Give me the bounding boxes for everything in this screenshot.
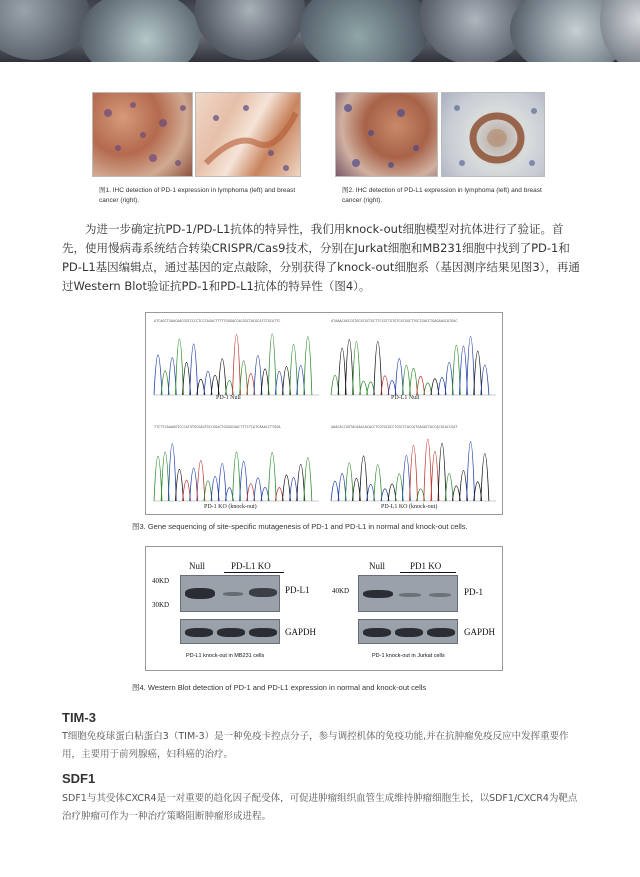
chromatogram-peak bbox=[282, 475, 290, 501]
chromatogram-peak bbox=[197, 461, 205, 501]
chromatogram-peak bbox=[211, 375, 219, 395]
cell-image bbox=[195, 0, 305, 60]
ihc-image-pd1-breast bbox=[195, 92, 301, 177]
chromatogram-peak bbox=[388, 380, 396, 395]
header-banner bbox=[0, 0, 640, 62]
base-call-track: TTCTTCAAAGGTCCCATGTGCGAGTGCCGGACTGGGGCAACTTTCTCATCAAACCTTGGA bbox=[154, 425, 281, 429]
chromatogram-peak bbox=[218, 464, 226, 501]
chromatogram-peak bbox=[297, 365, 305, 395]
chromatogram-peak bbox=[261, 487, 269, 501]
chromatogram-peak bbox=[204, 481, 212, 501]
chromatogram-peak bbox=[452, 486, 460, 501]
cell-image bbox=[0, 0, 90, 60]
chromatogram-peak bbox=[190, 468, 198, 501]
wb-left-subcaption: PD-L1 knock-out in MB231 cells bbox=[186, 653, 265, 659]
chromatogram-peak bbox=[218, 359, 226, 395]
chromatogram-peak bbox=[204, 371, 212, 395]
chromatogram-peak bbox=[183, 480, 191, 501]
panel-label-pd1-null: PD-1 Null bbox=[216, 395, 241, 401]
chromatogram-peak bbox=[331, 375, 339, 395]
chromatogram-peak bbox=[290, 477, 298, 501]
band bbox=[363, 628, 391, 637]
chromatogram-peak bbox=[254, 478, 262, 501]
chromatogram-peak bbox=[410, 445, 418, 501]
chromatogram-peak bbox=[424, 383, 432, 395]
chromatogram-peak bbox=[154, 456, 162, 501]
ihc-image-pdl1-lymphoma bbox=[335, 92, 438, 177]
band bbox=[185, 628, 213, 637]
chromatogram-peak bbox=[417, 376, 425, 395]
chromatogram-peak bbox=[445, 362, 453, 395]
chromatogram-peak bbox=[474, 482, 482, 501]
chromatogram-peak bbox=[395, 474, 403, 501]
wb-right-target-label: PD-1 bbox=[464, 587, 484, 597]
chromatogram-peak bbox=[275, 371, 283, 395]
chromatogram-peak bbox=[474, 351, 482, 395]
figure-2-caption: 图2. IHC detection of PD-L1 expression in lymphoma (left) and breast cancer (right). bbox=[342, 187, 542, 204]
chromatogram-peak bbox=[282, 366, 290, 395]
chromatogram-peak bbox=[197, 379, 205, 395]
chromatogram-peak bbox=[388, 484, 396, 501]
sequencing-figure bbox=[145, 312, 503, 515]
chromatogram-peak bbox=[467, 336, 475, 395]
chromatogram-peak bbox=[431, 379, 439, 395]
wb-right-ko-label: PD1 KO bbox=[410, 561, 442, 571]
chromatogram-peak bbox=[352, 478, 360, 501]
wb-right-null-label: Null bbox=[369, 561, 386, 571]
wb-left-marker-30: 30KD bbox=[152, 601, 170, 609]
chromatogram-peak bbox=[240, 361, 248, 395]
chromatogram-peak bbox=[290, 344, 298, 395]
band bbox=[363, 590, 393, 598]
chromatogram-peak bbox=[459, 470, 467, 501]
chromatogram-peak bbox=[452, 345, 460, 395]
cell-image bbox=[300, 0, 430, 62]
chromatogram-peak bbox=[459, 346, 467, 395]
band bbox=[249, 628, 277, 637]
band bbox=[217, 628, 245, 637]
band bbox=[223, 592, 243, 596]
wb-right-target-blot bbox=[358, 575, 458, 612]
chromatogram-peak bbox=[168, 358, 176, 395]
figure-3-caption: 图3. Gene sequencing of site-specific mutagenesis of PD-1 and PD-L1 in normal and knock-out cells. bbox=[132, 522, 468, 531]
ihc-image-pdl1-breast bbox=[441, 92, 545, 177]
wb-right-gapdh-blot bbox=[358, 619, 458, 644]
chromatogram-peak bbox=[345, 463, 353, 501]
chromatogram-peak bbox=[345, 340, 353, 395]
chromatogram-peak bbox=[402, 365, 410, 395]
chromatogram-peak bbox=[304, 458, 312, 501]
chromatogram-peak bbox=[431, 451, 439, 501]
band bbox=[427, 628, 455, 637]
section-body-tim3: T细胞免疫球蛋白粘蛋白3（TIM-3）是一种免疫卡控点分子，参与调控机体的免疫功能,并在抗肿瘤免疫反应中发挥重要作用，主要用于前列腺癌，妇科癌的治疗。 bbox=[62, 731, 569, 760]
band bbox=[429, 593, 451, 597]
chromatogram-peak bbox=[438, 443, 446, 501]
figure-4-caption: 图4. Western Blot detection of PD-1 and PD-L1 expression in normal and knock-out cells bbox=[132, 683, 427, 692]
intro-paragraph: 为进一步确定抗PD-1/PD-L1抗体的特异性，我们用knock-out细胞模型对抗体进行了验证。首先，使用慢病毒系统结合转染CRISPR/Cas9技术，分别在Jurkat细胞和MB231细胞中找到了PD-1和PD-L1基因编辑点，通过基因的定点敲除，分别获得了knock-out细胞系（基因测序结果见图3），再通过Western Blot验证抗PD-1和PD-L1抗体的特异性（图4）。 bbox=[62, 222, 580, 293]
wb-left-ko-label: PD-L1 KO bbox=[231, 561, 271, 571]
chromatogram-peak bbox=[367, 484, 375, 501]
western-blot-figure bbox=[145, 546, 503, 671]
chromatogram-peak bbox=[247, 374, 255, 395]
wb-left-null-label: Null bbox=[189, 561, 206, 571]
chromatogram-peak bbox=[161, 452, 169, 501]
wb-left-target-label: PD-L1 bbox=[285, 585, 310, 595]
section-body-sdf1: SDF1与其受体CXCR4是一对重要的趋化因子配受体，可促进肿瘤组织血管生成维持肿瘤细胞生长，以SDF1/CXCR4为靶点治疗肿瘤可作为一种治疗策略阻断肿瘤形成进程。 bbox=[62, 793, 578, 822]
chromatogram-peak bbox=[233, 452, 241, 501]
chromatogram-peak bbox=[360, 381, 368, 395]
chromatogram-peak bbox=[254, 355, 262, 395]
base-call-track: ATAAACAGCCGTGCATGCTGCTTCCGTTGTGTCATGGCTTGCTGACCTGAGAAGCATGAC bbox=[331, 319, 458, 323]
chromatogram-peak bbox=[240, 461, 248, 501]
chromatogram-peak bbox=[175, 339, 183, 395]
wb-left-marker-40: 40KD bbox=[152, 577, 170, 585]
chromatogram-peak bbox=[381, 376, 389, 395]
chromatogram-peak bbox=[190, 344, 198, 395]
chromatogram-peak bbox=[225, 488, 233, 501]
chromatogram-panels bbox=[146, 313, 503, 515]
wb-left-loading-label: GAPDH bbox=[285, 627, 317, 637]
chromatogram-peak bbox=[481, 454, 489, 501]
wb-left-target-blot bbox=[180, 575, 280, 612]
chromatogram-peak bbox=[304, 337, 312, 395]
band bbox=[399, 593, 421, 597]
band bbox=[395, 628, 423, 637]
chromatogram-peak bbox=[338, 348, 346, 395]
panel-label-pdl1-null: PD-L1 Null bbox=[391, 395, 420, 401]
chromatogram-peak bbox=[275, 488, 283, 501]
ihc-image-pd1-lymphoma bbox=[92, 92, 193, 177]
chromatogram-peak bbox=[268, 334, 276, 395]
chromatogram-peak bbox=[481, 365, 489, 395]
wb-right-marker-40: 40KD bbox=[332, 587, 350, 595]
wb-left-ko-bracket bbox=[224, 572, 284, 573]
chromatogram-peak bbox=[331, 481, 339, 501]
panel-label-pd1-ko: PD-1 KO (knock-out) bbox=[204, 504, 257, 510]
chromatogram-peak bbox=[161, 371, 169, 395]
chromatogram-peak bbox=[467, 442, 475, 501]
section-title-tim3: TIM-3 bbox=[62, 710, 96, 725]
chromatogram-peak bbox=[395, 359, 403, 395]
base-call-track: AAACACCGGTACAAACACACCTCGTGCGCCTCGCCTACCATGAGACTACCACGCACCGAT bbox=[331, 425, 458, 429]
chromatogram-peak bbox=[410, 368, 418, 395]
band bbox=[249, 588, 277, 597]
chromatogram-peak bbox=[225, 380, 233, 395]
chromatogram-peak bbox=[297, 464, 305, 501]
base-call-track: ATCAGCTGAACAACGGTCCCCTCCCAGACTTTTTGGGACCACGGCTACGCATCTGCATTC bbox=[154, 319, 281, 323]
chromatogram-peak bbox=[154, 355, 162, 395]
wb-right-subcaption: PD-1 knock-out in Jurkat cells bbox=[372, 653, 445, 659]
chromatogram-peak bbox=[261, 369, 269, 395]
wb-right-ko-bracket bbox=[400, 572, 456, 573]
panel-label-pdl1-ko: PD-L1 KO (knock-out) bbox=[381, 504, 438, 510]
chromatogram-peak bbox=[175, 469, 183, 501]
wb-left-gapdh-blot bbox=[180, 619, 280, 644]
chromatogram-peak bbox=[360, 456, 368, 501]
section-title-sdf1: SDF1 bbox=[62, 771, 96, 786]
chromatogram-peak bbox=[381, 489, 389, 501]
chromatogram-peak bbox=[352, 341, 360, 395]
wb-right-loading-label: GAPDH bbox=[464, 627, 496, 637]
chromatogram-peak bbox=[338, 474, 346, 501]
chromatogram-peak bbox=[211, 476, 219, 501]
chromatogram-peak bbox=[367, 382, 375, 395]
chromatogram-peak bbox=[402, 455, 410, 501]
chromatogram-peak bbox=[168, 444, 176, 501]
chromatogram-peak bbox=[183, 362, 191, 395]
chromatogram-peak bbox=[424, 439, 432, 501]
cell-image bbox=[80, 0, 200, 62]
chromatogram-peak bbox=[233, 335, 241, 395]
chromatogram-peak bbox=[374, 465, 382, 501]
chromatogram-peak bbox=[438, 378, 446, 395]
chromatogram-peak bbox=[374, 341, 382, 395]
band bbox=[185, 588, 215, 599]
chromatogram-peak bbox=[268, 453, 276, 501]
chromatogram-peak bbox=[247, 484, 255, 501]
chromatogram-peak bbox=[445, 474, 453, 501]
figure-1-caption: 图1. IHC detection of PD-1 expression in lymphoma (left) and breast cancer (right). bbox=[99, 187, 296, 204]
